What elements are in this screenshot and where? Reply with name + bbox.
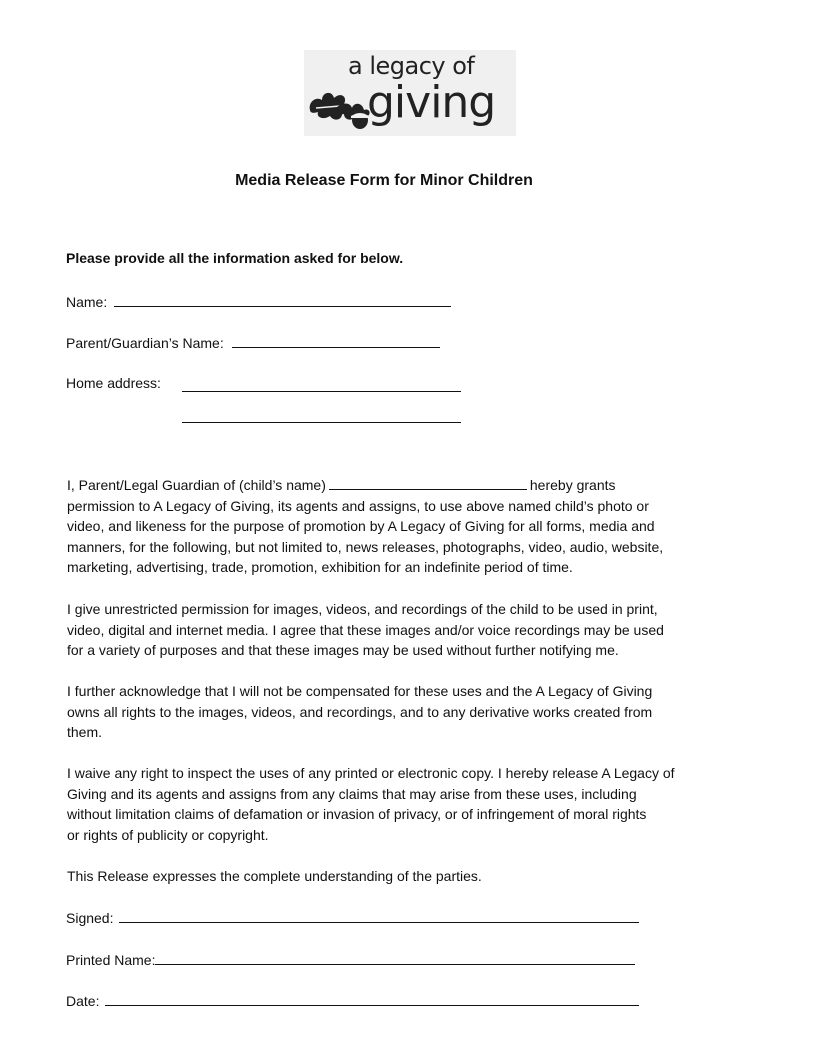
consent-intro-text: I, Parent/Legal Guardian of (child’s name) xyxy=(67,477,326,493)
waiver-line: Giving and its agents and assigns from any claims that may arise from these uses, including xyxy=(67,785,637,802)
signature-input-line[interactable] xyxy=(119,908,639,923)
name-label: Name: xyxy=(66,294,108,310)
waiver-line: I waive any right to inspect the uses of any printed or electronic copy. I hereby release A Legacy of xyxy=(67,765,675,781)
consent-line: marketing, advertising, trade, promotion, exhibition for an indefinite period of time. xyxy=(67,559,573,576)
permission-line: video, digital and internet media. I agree that these images and/or voice recordings may be used xyxy=(67,621,664,638)
address-input-line-2[interactable] xyxy=(182,408,461,423)
guardian-field-row xyxy=(66,333,440,351)
waiver-line: without limitation claims of defamation or invasion of privacy, or of infringement of moral rights xyxy=(67,806,647,823)
organization-logo xyxy=(304,50,516,136)
understanding-line: This Release expresses the complete understanding of the parties. xyxy=(67,868,482,884)
address-input-line-1[interactable] xyxy=(182,377,461,392)
date-field-row xyxy=(66,991,639,1009)
logo-tagline-bottom: giving xyxy=(367,77,496,128)
date-input-line[interactable] xyxy=(105,991,639,1006)
waiver-paragraph xyxy=(67,763,717,845)
permission-paragraph xyxy=(67,599,717,661)
name-input-line[interactable] xyxy=(114,292,451,307)
consent-paragraph xyxy=(67,475,717,578)
form-instruction: Please provide all the information asked for below. xyxy=(66,250,404,266)
consent-line: permission to A Legacy of Giving, its agents and assigns, to use above named child’s photo or xyxy=(67,497,649,514)
address-label: Home address: xyxy=(66,375,161,391)
understanding-paragraph xyxy=(67,866,717,887)
child-name-input-line[interactable] xyxy=(329,475,527,490)
compensation-line: them. xyxy=(67,724,103,741)
compensation-line: owns all rights to the images, videos, and recordings, and to any derivative works created from xyxy=(67,703,653,720)
printed-name-field-row xyxy=(66,950,635,968)
name-field-row xyxy=(66,292,451,310)
waiver-line: or rights of publicity or copyright. xyxy=(67,826,269,843)
date-label: Date: xyxy=(66,993,100,1009)
signed-label: Signed: xyxy=(66,910,114,926)
compensation-paragraph xyxy=(67,681,717,743)
form-title: Media Release Form for Minor Children xyxy=(235,172,533,189)
compensation-line: I further acknowledge that I will not be compensated for these uses and the A Legacy of Giving xyxy=(67,683,653,699)
consent-line: manners, for the following, but not limited to, news releases, photographs, video, audio, website, xyxy=(67,538,664,555)
consent-line: video, and likeness for the purpose of promotion by A Legacy of Giving for all forms, media and xyxy=(67,518,655,535)
printed-name-input-line[interactable] xyxy=(155,950,635,965)
printed-name-label: Printed Name: xyxy=(66,952,156,968)
oak-leaf-acorn-icon xyxy=(306,80,376,130)
guardian-label: Parent/Guardian’s Name: xyxy=(66,335,224,351)
address-field-row xyxy=(66,375,161,391)
guardian-input-line[interactable] xyxy=(232,333,440,348)
permission-line: I give unrestricted permission for images, videos, and recordings of the child to be used in print, xyxy=(67,601,658,617)
consent-intro-suffix: hereby grants xyxy=(529,477,616,493)
signed-field-row xyxy=(66,908,639,926)
permission-line: for a variety of purposes and that these images may be used without further notifying me. xyxy=(67,642,619,659)
logo-tagline-top: a legacy of xyxy=(348,52,475,80)
